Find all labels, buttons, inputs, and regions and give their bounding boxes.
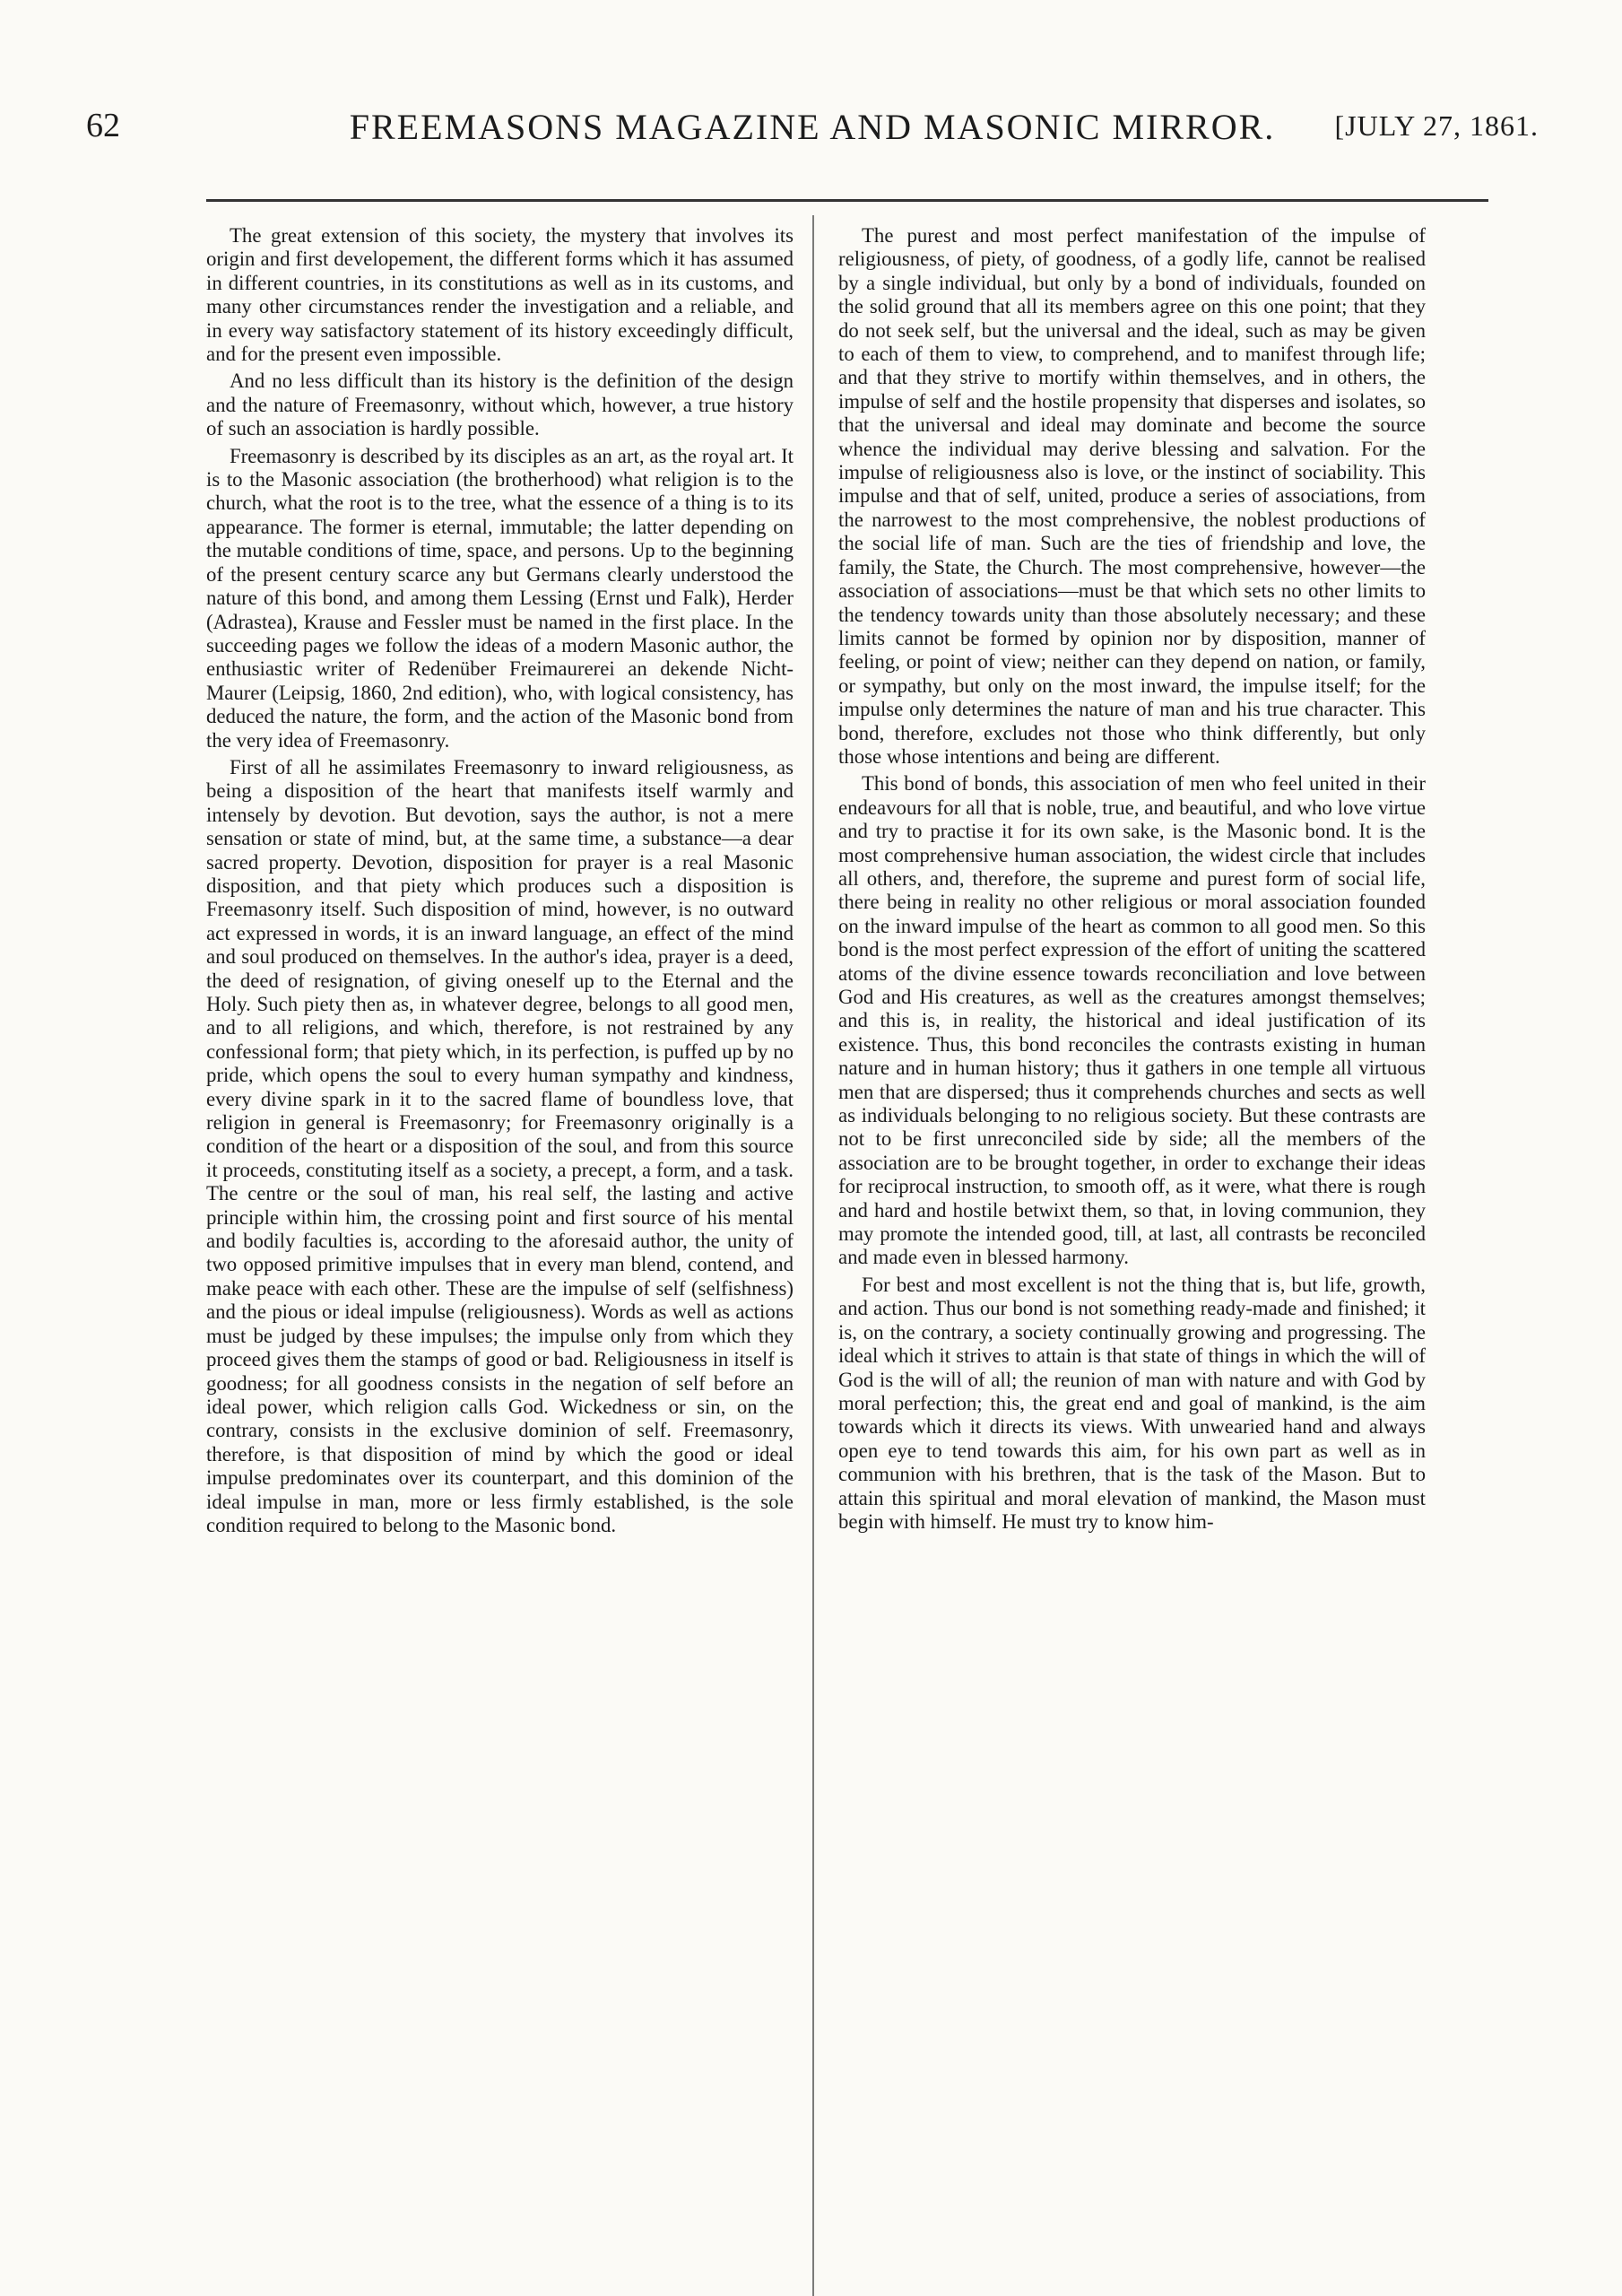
header-rule (206, 199, 1488, 202)
page-number: 62 (86, 107, 120, 144)
issue-date: [JULY 27, 1861. (1334, 109, 1539, 142)
column-divider (812, 215, 814, 2296)
left-column (206, 224, 794, 1541)
page-header (86, 106, 1539, 160)
page-title: FREEMASONS MAGAZINE AND MASONIC MIRROR. (349, 107, 1276, 147)
paragraph: And no less difficult than its history is the definition of the design and the nature of Freemasonry, without which, however, a true history of such an association is hardly possible. (206, 370, 794, 440)
right-column (838, 224, 1426, 1537)
paragraph: Freemasonry is described by its disciples as an art, as the royal art. It is to the Masonic association (the brotherhood) what religion is to the church, what the root is to the tree, what the essence of a thing is to its appearance. The former is eternal, immutable; the latter depending on the mutable conditions of time, space, and persons. Up to the beginning of the present century scarce any but Germans clearly understood the nature of this bond, and among them Lessing (Ernst und Falk), Herder (Adrastea), Krause and Fessler must be named in the first place. In the succeeding pages we follow the ideas of a modern Masonic author, the enthusiastic writer of Redenüber Freimaurerei an dekende Nicht-Maurer (Leipsig, 1860, 2nd edition), who, with logical consistency, has deduced the nature, the form, and the action of the Masonic bond from the very idea of Freemasonry. (206, 444, 794, 752)
paragraph: This bond of bonds, this association of men who feel united in their endeavours for all that is noble, true, and beautiful, and who love virtue and try to practise it for its own sake, is the Masonic bond. It is the most comprehensive human association, the widest circle that includes all others, and, therefore, the supreme and purest form of social life, there being in reality no other religious or moral association founded on the inward impulse of the heart as common to all good men. So this bond is the most perfect expression of the effort of uniting the scattered atoms of the divine essence towards reconciliation and love between God and His creatures, as well as the creatures amongst themselves; and this is, in reality, the historical and ideal justification of its existence. Thus, this bond reconciles the contrasts existing in human nature and in human history; thus it gathers in one temple all virtuous men that are dispersed; thus it comprehends churches and sects as well as individuals belonging to no religious society. But these contrasts are not to be first unreconciled side by side; all the members of the association are to be brought together, in order to exchange their ideas for reciprocal instruction, to smooth off, as it were, what there is rough and hard and hostile betwixt them, so that, in loving communion, they may promote the intended good, till, at last, all contrasts be reconciled and made even in blessed harmony. (838, 772, 1426, 1269)
paragraph: For best and most excellent is not the thing that is, but life, growth, and action. Thus our bond is not something ready-made and finished; it is, on the contrary, a society continually growing and progressing. The ideal which it strives to attain is that state of things in which the will of God is the will of all; the reunion of man with nature and with God by moral perfection; this, the great end and goal of mankind, is the aim towards which it directs its views. With unwearied hand and always open eye to tend towards this aim, for his own part as well as in communion with his brethren, that is the task of the Mason. But to attain this spiritual and moral elevation of mankind, the Mason must begin with himself. He must try to know him- (838, 1273, 1426, 1533)
paragraph: First of all he assimilates Freemasonry to inward religiousness, as being a disposition of the heart that manifests itself warmly and intensely by devotion. But devotion, says the author, is not a mere sensation or state of mind, but, at the same time, a substance—a dear sacred property. Devotion, disposition for prayer is a real Masonic disposition, and that piety which produces such a disposition is Freemasonry itself. Such disposition of mind, however, is no outward act expressed in words, it is an inward language, an effect of the mind and soul produced on themselves. In the author's idea, prayer is a deed, the deed of resignation, of giving oneself up to the Eternal and the Holy. Such piety then as, in whatever degree, belongs to all good men, and to all religions, and which, therefore, is not restrained by any confessional form; that piety which, in its perfection, is puffed up by no pride, which opens the soul to every human sympathy and kindness, every divine spark in it to the sacred flame of boundless love, that religion in general is Freemasonry; for Freemasonry originally is a condition of the heart or a disposition of the soul, and from this source it proceeds, constituting itself as a society, a precept, a form, and a task. The centre or the soul of man, his real self, the lasting and active principle within him, the crossing point and first source of his mental and bodily faculties is, according to the aforesaid author, the unity of two opposed primitive impulses that in every man blend, contend, and make peace with each other. These are the impulse of self (selfishness) and the pious or ideal impulse (religiousness). Words as well as actions must be judged by these impulses; the impulse only from which they proceed gives them the stamps of good or bad. Religiousness in itself is goodness; for all goodness consists in the negation of self before an ideal power, which religion calls God. Wickedness or sin, on the contrary, consists in the exclusive dominion of self. Freemasonry, therefore, is that disposition of mind by which the good or ideal impulse predominates over its counterpart, and this dominion of the ideal impulse in man, more or less firmly established, is the sole condition required to belong to the Masonic bond. (206, 755, 794, 1536)
paragraph: The purest and most perfect manifestation of the impulse of religiousness, of piety, of goodness, of a godly life, cannot be realised by a single individual, but only by a bond of individuals, founded on the solid ground that all its members agree on this one point; that they do not seek self, but the universal and the ideal, such as may be given to each of them to view, to comprehend, and to manifest through life; and that they strive to mortify within themselves, and in others, the impulse of self and the hostile propensity that disperses and isolates, so that the universal and ideal may dominate and become the source whence the individual may derive blessing and salvation. For the impulse of religiousness also is love, or the instinct of sociability. This impulse and that of self, united, produce a series of associations, from the narrowest to the most comprehensive, the noblest productions of the social life of man. Such are the ties of friendship and love, the family, the State, the Church. The most comprehensive, however—the association of associations—must be that which sets no other limits to the tendency towards unity than those absolutely necessary; and these limits cannot be formed by opinion nor by disposition, manner of feeling, or point of view; neither can they depend on nation, or family, or sympathy, but only on the most inward, the impulse itself; for the impulse only determines the nature of man and his true character. This bond, therefore, excludes not those who think differently, but only those whose intentions and being are different. (838, 224, 1426, 768)
paragraph: The great extension of this society, the mystery that involves its origin and first developement, the different forms which it has assumed in different countries, in its constitutions as well as in its customs, and many other circumstances render the investigation and a reliable, and in every way satisfactory statement of its history exceedingly difficult, and for the present even impossible. (206, 224, 794, 366)
